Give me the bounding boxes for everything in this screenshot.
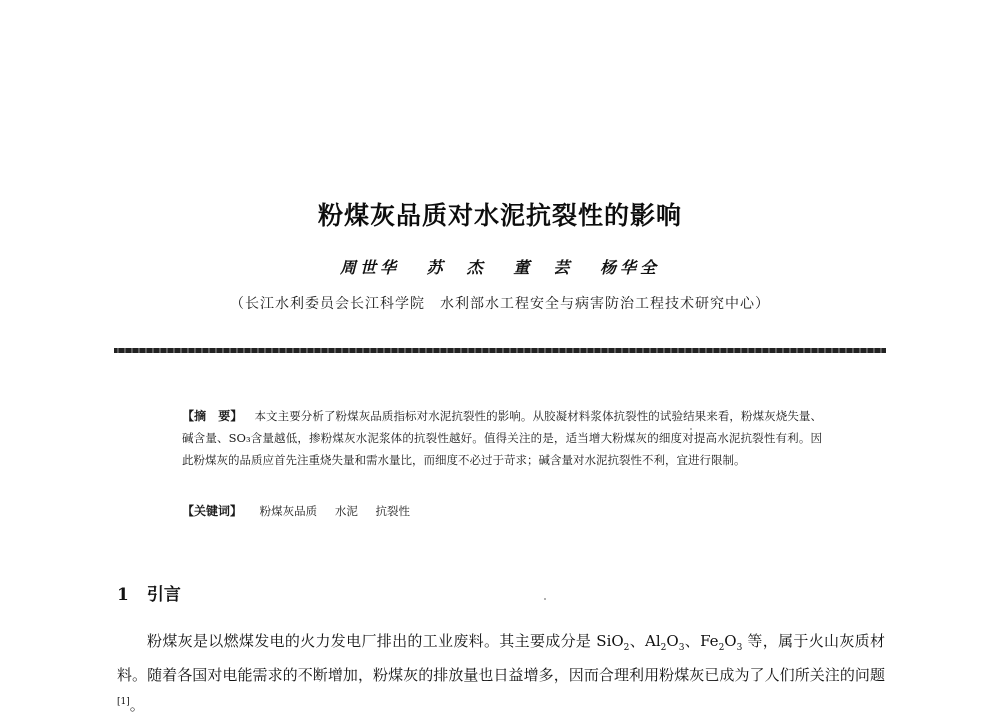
abstract (182, 405, 822, 471)
keywords-label: 【关键词】 (182, 504, 243, 518)
introduction-paragraph: 粉煤灰是以燃煤发电的火力发电厂排出的工业废料。其主要成分是 SiO$_2$、$Al_2O_3$、$Fe_2O_3$ 等，属于火山灰质材料。随着各国对电能需求的不断增加，粉煤灰的排放量也日益增多，因而合理利用粉煤灰已成为了人们所关注的问题[1]。 (117, 632, 885, 714)
keyword: 抗裂性 (375, 504, 410, 518)
author-name: 董 芸 (513, 258, 574, 277)
author-list (340, 255, 660, 278)
title-divider (114, 348, 886, 353)
abstract-label: 【摘 要】 (182, 409, 243, 423)
author-name: 苏 杰 (426, 258, 487, 277)
author-name: 周世华 (340, 258, 401, 277)
section-title: 引言 (146, 585, 181, 605)
author-name: 杨华全 (599, 258, 660, 277)
keywords (182, 502, 424, 519)
scan-speck (690, 428, 692, 430)
keyword: 水泥 (334, 504, 358, 518)
paper-title: 粉煤灰品质对水泥抗裂性的影响 (317, 201, 682, 230)
affiliation: （长江水利委员会长江科学院 水利部水工程安全与病害防治工程技术研究中心） (230, 296, 770, 312)
citation: [1] (117, 697, 130, 707)
keyword: 粉煤灰品质 (259, 504, 318, 518)
abstract-text: 本文主要分析了粉煤灰品质指标对水泥抗裂性的影响。从胶凝材料浆体抗裂性的试验结果来看，粉煤灰烧失量、碱含量、SO₃含量越低，掺粉煤灰水泥浆体的抗裂性越好。值得关注的是，适当增大粉煤灰的细度对提高水泥抗裂性有利。因此粉煤灰的品质应首先注重烧失量和需水量比，而细度不必过于苛求；碱含量对水泥抗裂性不利，宜进行限制。 (182, 409, 822, 467)
section-number: 1 (117, 585, 129, 605)
section-heading-introduction (117, 580, 181, 605)
scan-speck (544, 598, 546, 600)
